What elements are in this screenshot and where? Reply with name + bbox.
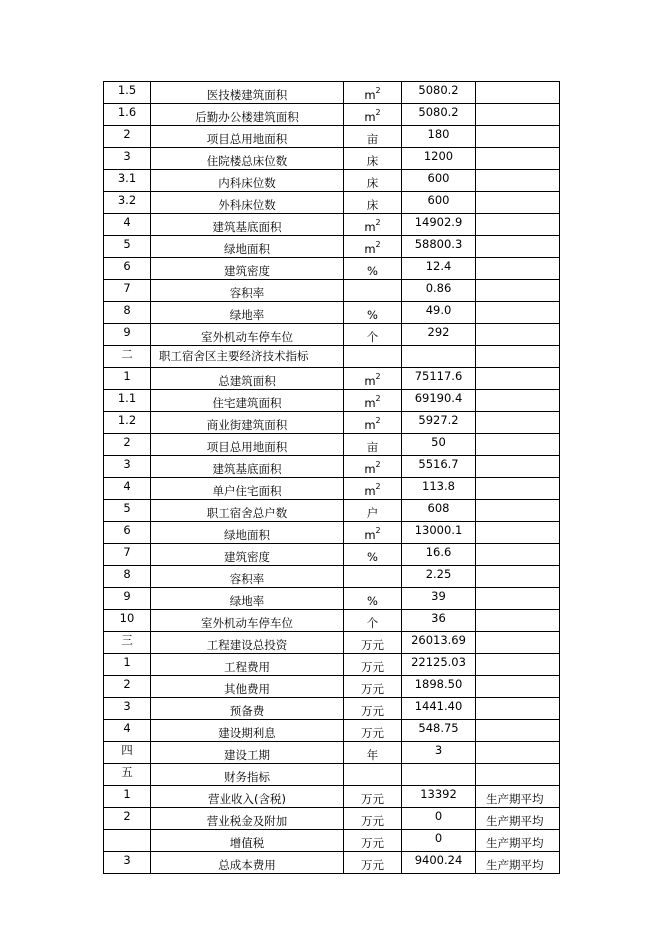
row-note (476, 698, 560, 720)
table-row (104, 830, 560, 852)
row-unit: 户 (344, 500, 402, 522)
row-number: 3 (104, 852, 151, 874)
row-unit: 床 (344, 170, 402, 192)
row-unit: $m^2$ (344, 456, 402, 478)
row-number: 2 (104, 808, 151, 830)
row-unit: 万元 (344, 786, 402, 808)
row-note (476, 82, 560, 104)
row-note (476, 456, 560, 478)
row-value: 13392 (402, 786, 476, 808)
row-note (476, 170, 560, 192)
row-note (476, 500, 560, 522)
row-unit: 个 (344, 610, 402, 632)
row-note (476, 126, 560, 148)
row-value: 39 (402, 588, 476, 610)
row-note (476, 654, 560, 676)
row-value: 600 (402, 192, 476, 214)
row-item: 建设工期 (151, 742, 344, 764)
row-note (476, 434, 560, 456)
row-value: 5516.7 (402, 456, 476, 478)
row-item: 建筑密度 (151, 544, 344, 566)
row-note (476, 522, 560, 544)
row-unit: $m^2$ (344, 412, 402, 434)
row-item: 后勤办公楼建筑面积 (151, 104, 344, 126)
row-note (476, 324, 560, 346)
table-row (104, 192, 560, 214)
table-row (104, 456, 560, 478)
row-unit: 万元 (344, 808, 402, 830)
row-number: 4 (104, 720, 151, 742)
row-item: 绿地率 (151, 588, 344, 610)
row-note (476, 192, 560, 214)
row-number: 8 (104, 566, 151, 588)
row-note (476, 302, 560, 324)
row-unit: 万元 (344, 698, 402, 720)
table-row (104, 808, 560, 830)
row-item: 绿地面积 (151, 522, 344, 544)
row-number: 1.5 (104, 82, 151, 104)
table-row (104, 104, 560, 126)
table-row (104, 126, 560, 148)
row-number: 5 (104, 236, 151, 258)
table-row (104, 588, 560, 610)
table-row (104, 170, 560, 192)
row-note (476, 720, 560, 742)
row-item: 容积率 (151, 566, 344, 588)
row-number: 8 (104, 302, 151, 324)
row-unit: $m^2$ (344, 214, 402, 236)
row-value: 113.8 (402, 478, 476, 500)
row-unit: 万元 (344, 852, 402, 874)
row-note (476, 566, 560, 588)
row-number: 三 (104, 632, 151, 654)
row-value: 36 (402, 610, 476, 632)
row-unit: % (344, 588, 402, 610)
row-item: 职工宿舍总户数 (151, 500, 344, 522)
row-number: 1 (104, 368, 151, 390)
row-unit: $m^2$ (344, 82, 402, 104)
row-value: 608 (402, 500, 476, 522)
row-value: 292 (402, 324, 476, 346)
row-unit: 年 (344, 742, 402, 764)
row-item: 室外机动车停车位 (151, 610, 344, 632)
row-value: 2.25 (402, 566, 476, 588)
row-value: 50 (402, 434, 476, 456)
table-row (104, 522, 560, 544)
row-note (476, 280, 560, 302)
row-item: 建设期利息 (151, 720, 344, 742)
row-number: 1.1 (104, 390, 151, 412)
row-note: 生产期平均 (476, 830, 560, 852)
row-number: 二 (104, 346, 151, 368)
table-row (104, 148, 560, 170)
row-note (476, 610, 560, 632)
row-value: 26013.69 (402, 632, 476, 654)
row-unit (344, 566, 402, 588)
row-item: 外科床位数 (151, 192, 344, 214)
row-unit: 床 (344, 148, 402, 170)
row-number: 5 (104, 500, 151, 522)
row-number: 1 (104, 786, 151, 808)
row-value: 9400.24 (402, 852, 476, 874)
row-unit: $m^2$ (344, 522, 402, 544)
row-number: 3 (104, 148, 151, 170)
row-number: 1 (104, 654, 151, 676)
row-item: 财务指标 (151, 764, 344, 786)
row-unit: % (344, 544, 402, 566)
row-note (476, 214, 560, 236)
row-note (476, 544, 560, 566)
row-item: 总建筑面积 (151, 368, 344, 390)
row-note (476, 148, 560, 170)
row-unit: 亩 (344, 126, 402, 148)
table-row (104, 742, 560, 764)
row-item: 单户住宅面积 (151, 478, 344, 500)
row-note (476, 390, 560, 412)
row-unit: $m^2$ (344, 236, 402, 258)
row-note (476, 632, 560, 654)
table-row (104, 280, 560, 302)
row-value: 69190.4 (402, 390, 476, 412)
row-unit: % (344, 258, 402, 280)
row-unit (344, 280, 402, 302)
row-item: 绿地率 (151, 302, 344, 324)
table-row (104, 478, 560, 500)
row-item: 营业税金及附加 (151, 808, 344, 830)
row-item: 室外机动车停车位 (151, 324, 344, 346)
row-number: 6 (104, 522, 151, 544)
row-number: 6 (104, 258, 151, 280)
table-row (104, 82, 560, 104)
table-row (104, 654, 560, 676)
row-value: 3 (402, 742, 476, 764)
row-note (476, 764, 560, 786)
row-note (476, 742, 560, 764)
row-value: 0.86 (402, 280, 476, 302)
row-item: 绿地面积 (151, 236, 344, 258)
table-row (104, 852, 560, 874)
row-item: 工程费用 (151, 654, 344, 676)
row-item: 增值税 (151, 830, 344, 852)
row-value: 16.6 (402, 544, 476, 566)
row-number: 2 (104, 676, 151, 698)
row-note (476, 676, 560, 698)
row-value: 5080.2 (402, 82, 476, 104)
row-item: 建筑密度 (151, 258, 344, 280)
row-note (476, 104, 560, 126)
row-number: 3.2 (104, 192, 151, 214)
row-number: 2 (104, 126, 151, 148)
table-row (104, 544, 560, 566)
row-value: 5080.2 (402, 104, 476, 126)
row-number: 4 (104, 214, 151, 236)
row-number: 4 (104, 478, 151, 500)
table-row (104, 676, 560, 698)
row-note (476, 588, 560, 610)
row-item: 项目总用地面积 (151, 126, 344, 148)
row-number: 1.2 (104, 412, 151, 434)
row-value: 5927.2 (402, 412, 476, 434)
table-row (104, 764, 560, 786)
row-item: 职工宿舍区主要经济技术指标 (151, 346, 344, 368)
table-row (104, 632, 560, 654)
row-note: 生产期平均 (476, 808, 560, 830)
row-unit: $m^2$ (344, 104, 402, 126)
table-row (104, 214, 560, 236)
row-item: 住宅建筑面积 (151, 390, 344, 412)
row-note: 生产期平均 (476, 786, 560, 808)
row-item: 商业街建筑面积 (151, 412, 344, 434)
row-unit: 万元 (344, 720, 402, 742)
row-value (402, 346, 476, 368)
row-value: 14902.9 (402, 214, 476, 236)
row-value (402, 764, 476, 786)
row-item: 项目总用地面积 (151, 434, 344, 456)
row-unit (344, 764, 402, 786)
row-note (476, 258, 560, 280)
row-value: 75117.6 (402, 368, 476, 390)
row-item: 营业收入(含税) (151, 786, 344, 808)
row-unit (344, 346, 402, 368)
row-item: 其他费用 (151, 676, 344, 698)
row-number: 1.6 (104, 104, 151, 126)
row-value: 548.75 (402, 720, 476, 742)
row-unit: % (344, 302, 402, 324)
row-item: 总成本费用 (151, 852, 344, 874)
row-value: 600 (402, 170, 476, 192)
row-number: 9 (104, 324, 151, 346)
row-unit: $m^2$ (344, 390, 402, 412)
row-unit: 床 (344, 192, 402, 214)
row-number: 3 (104, 456, 151, 478)
row-number: 9 (104, 588, 151, 610)
table-row (104, 302, 560, 324)
row-value: 180 (402, 126, 476, 148)
row-unit: 万元 (344, 632, 402, 654)
table-row (104, 324, 560, 346)
row-unit: 万元 (344, 654, 402, 676)
row-number: 10 (104, 610, 151, 632)
row-number (104, 830, 151, 852)
table-row (104, 698, 560, 720)
row-note (476, 368, 560, 390)
row-value: 1898.50 (402, 676, 476, 698)
table-row (104, 720, 560, 742)
row-unit: 亩 (344, 434, 402, 456)
table-row (104, 610, 560, 632)
table-row (104, 434, 560, 456)
table-row (104, 566, 560, 588)
row-value: 58800.3 (402, 236, 476, 258)
row-item: 预备费 (151, 698, 344, 720)
table-row (104, 346, 560, 368)
table-row (104, 258, 560, 280)
row-unit: $m^2$ (344, 478, 402, 500)
table-row (104, 390, 560, 412)
row-item: 建筑基底面积 (151, 214, 344, 236)
row-unit: 万元 (344, 830, 402, 852)
economic-indicators-table (103, 81, 560, 874)
table-body (104, 82, 560, 874)
row-unit: 个 (344, 324, 402, 346)
row-value: 1200 (402, 148, 476, 170)
row-value: 12.4 (402, 258, 476, 280)
row-value: 0 (402, 830, 476, 852)
row-number: 2 (104, 434, 151, 456)
row-item: 建筑基底面积 (151, 456, 344, 478)
row-item: 医技楼建筑面积 (151, 82, 344, 104)
row-number: 3.1 (104, 170, 151, 192)
row-value: 22125.03 (402, 654, 476, 676)
table-row (104, 236, 560, 258)
row-unit: 万元 (344, 676, 402, 698)
row-value: 49.0 (402, 302, 476, 324)
table-row (104, 412, 560, 434)
row-number: 五 (104, 764, 151, 786)
row-value: 13000.1 (402, 522, 476, 544)
row-note (476, 346, 560, 368)
row-note (476, 412, 560, 434)
table-row (104, 500, 560, 522)
row-note: 生产期平均 (476, 852, 560, 874)
row-value: 0 (402, 808, 476, 830)
row-note (476, 478, 560, 500)
row-item: 容积率 (151, 280, 344, 302)
row-number: 四 (104, 742, 151, 764)
table-row (104, 368, 560, 390)
row-note (476, 236, 560, 258)
row-item: 内科床位数 (151, 170, 344, 192)
row-item: 住院楼总床位数 (151, 148, 344, 170)
row-number: 3 (104, 698, 151, 720)
row-number: 7 (104, 280, 151, 302)
row-value: 1441.40 (402, 698, 476, 720)
row-unit: $m^2$ (344, 368, 402, 390)
row-number: 7 (104, 544, 151, 566)
table-row (104, 786, 560, 808)
row-item: 工程建设总投资 (151, 632, 344, 654)
